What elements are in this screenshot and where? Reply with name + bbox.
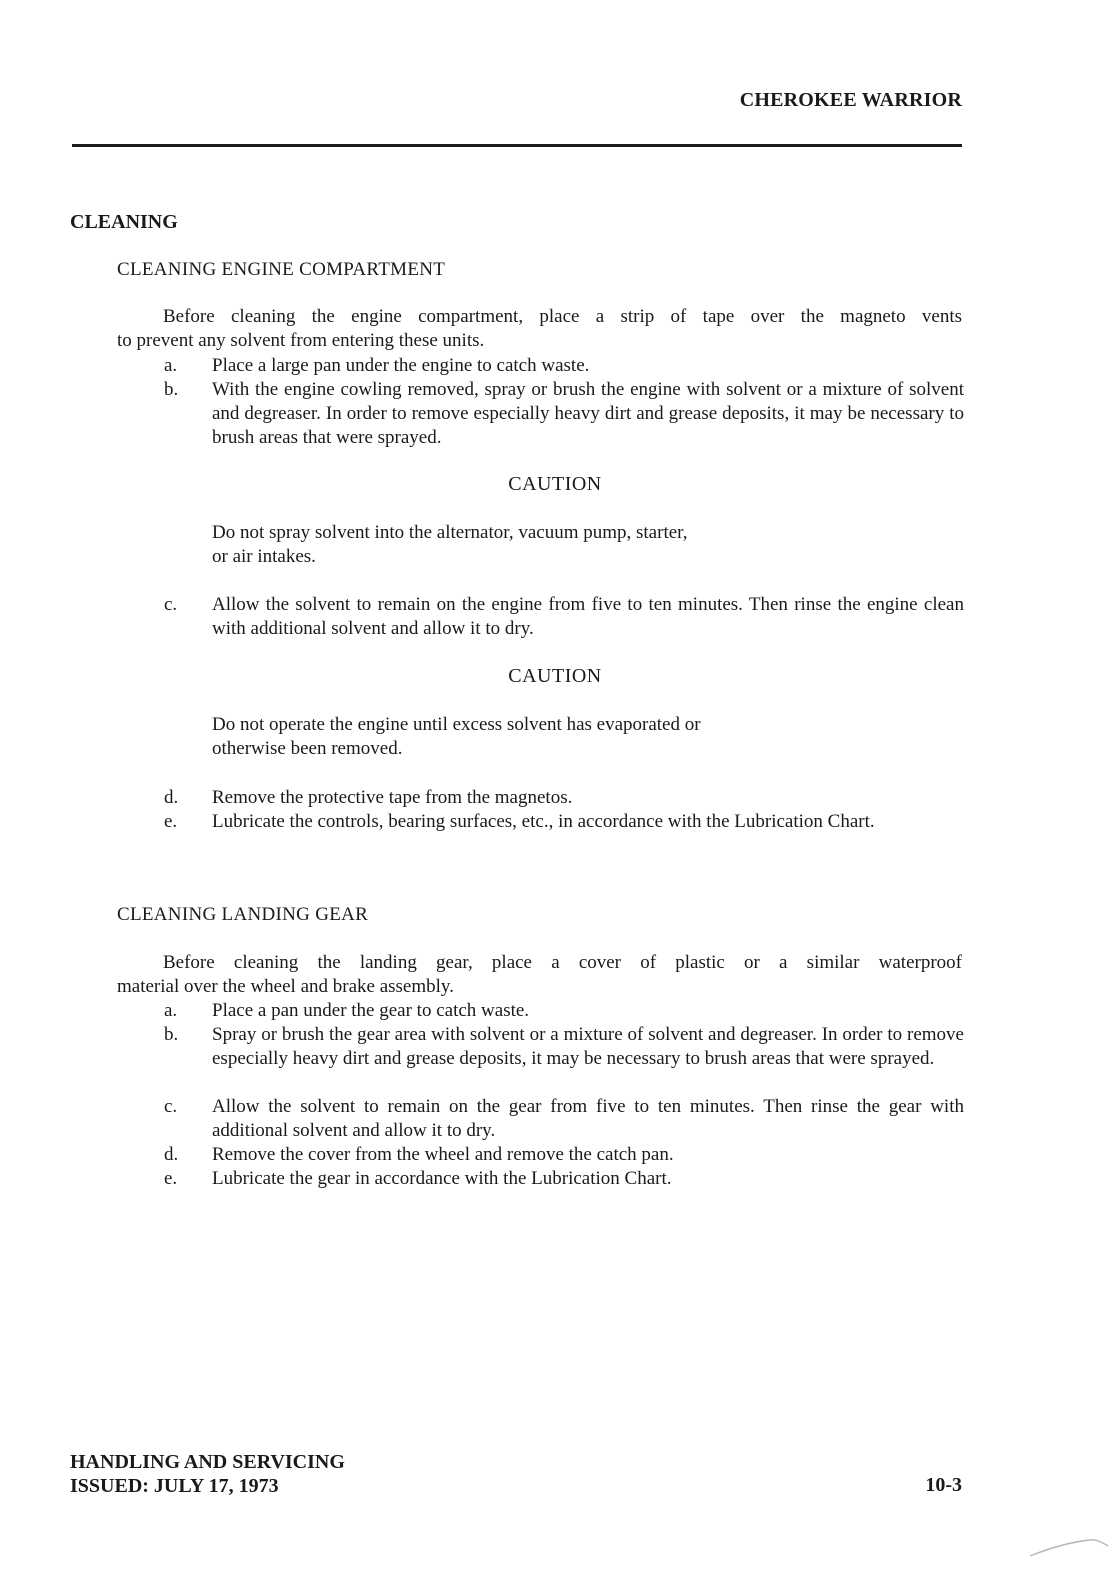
caution-heading-2: CAUTION <box>508 665 602 687</box>
subsection-title-landing-gear: CLEANING LANDING GEAR <box>117 904 369 925</box>
caution-note-2-line-1: Do not operate the engine until excess solvent has evaporated or <box>212 714 701 735</box>
list-item <box>164 593 964 641</box>
list-item-text: Allow the solvent to remain on the engine from five to ten minutes. Then rinse the engine clean with additional solvent and allow it to dry. <box>212 594 964 639</box>
list-item <box>164 1143 964 1167</box>
list-item-label: c. <box>164 1096 178 1117</box>
list-item-label: b. <box>164 1024 179 1045</box>
list-item <box>164 810 964 858</box>
list-item-label: d. <box>164 1144 179 1165</box>
list-item <box>164 378 964 450</box>
list-item-label: a. <box>164 1000 178 1021</box>
caution-note-1-line-1: Do not spray solvent into the alternator, vacuum pump, starter, <box>212 522 688 543</box>
list-item <box>164 999 964 1023</box>
list-item-text: Allow the solvent to remain on the gear from five to ten minutes. Then rinse the gear with additional solvent and allow it to dry. <box>212 1096 964 1141</box>
engine-intro-line-2: to prevent any solvent from entering these units. <box>117 330 485 351</box>
footer-block <box>70 1450 345 1498</box>
list-item <box>164 1095 964 1143</box>
list-item-label: e. <box>164 811 178 832</box>
list-item-text: Lubricate the gear in accordance with the Lubrication Chart. <box>212 1168 672 1189</box>
landing-intro-line-2: material over the wheel and brake assembly. <box>117 976 454 997</box>
list-item-text: Spray or brush the gear area with solvent or a mixture of solvent and degreaser. In order to remove especially heavy dirt and grease deposits, it may be necessary to brush areas that were sprayed. <box>212 1024 964 1069</box>
caution-heading-1: CAUTION <box>508 473 602 495</box>
list-item-text: Place a pan under the gear to catch waste. <box>212 1000 530 1021</box>
list-item-label: a. <box>164 355 178 376</box>
list-item-text: Remove the protective tape from the magnetos. <box>212 787 573 808</box>
engine-intro-line-1: Before cleaning the engine compartment, place a strip of tape over the magneto vents <box>163 306 962 327</box>
footer-issue-date: ISSUED: JULY 17, 1973 <box>70 1475 279 1497</box>
landing-intro-line-1: Before cleaning the landing gear, place a cover of plastic or a similar waterproof <box>163 952 962 973</box>
list-item <box>164 1023 964 1095</box>
header-rule <box>72 144 962 147</box>
section-title: CLEANING <box>70 211 178 233</box>
caution-note-1-line-2: or air intakes. <box>212 546 316 567</box>
caution-note-2-line-2: otherwise been removed. <box>212 738 403 759</box>
subsection-title-engine: CLEANING ENGINE COMPARTMENT <box>117 259 446 280</box>
list-item <box>164 354 964 378</box>
list-item-text: Place a large pan under the engine to catch waste. <box>212 355 590 376</box>
list-item-label: e. <box>164 1168 178 1189</box>
landing-intro <box>117 951 962 999</box>
list-item-text: Remove the cover from the wheel and remove the catch pan. <box>212 1144 674 1165</box>
list-item <box>164 1167 964 1191</box>
scan-mark-icon <box>1020 1528 1110 1568</box>
footer-section-name: HANDLING AND SERVICING <box>70 1451 345 1473</box>
running-header: CHEROKEE WARRIOR <box>739 89 962 111</box>
engine-intro <box>117 305 962 353</box>
list-item <box>164 786 964 810</box>
list-item-label: c. <box>164 594 178 615</box>
page-number: 10-3 <box>925 1474 962 1496</box>
list-item-text: With the engine cowling removed, spray or brush the engine with solvent or a mixture of solvent and degreaser. In order to remove especially heavy dirt and grease deposits, it may be necessary to brush areas that were sprayed. <box>212 379 964 448</box>
list-item-label: d. <box>164 787 179 808</box>
list-item-label: b. <box>164 379 179 400</box>
list-item-text: Lubricate the controls, bearing surfaces, etc., in accordance with the Lubrication Chart. <box>212 811 875 832</box>
caution-note-1 <box>212 521 687 569</box>
caution-note-2 <box>212 713 701 761</box>
